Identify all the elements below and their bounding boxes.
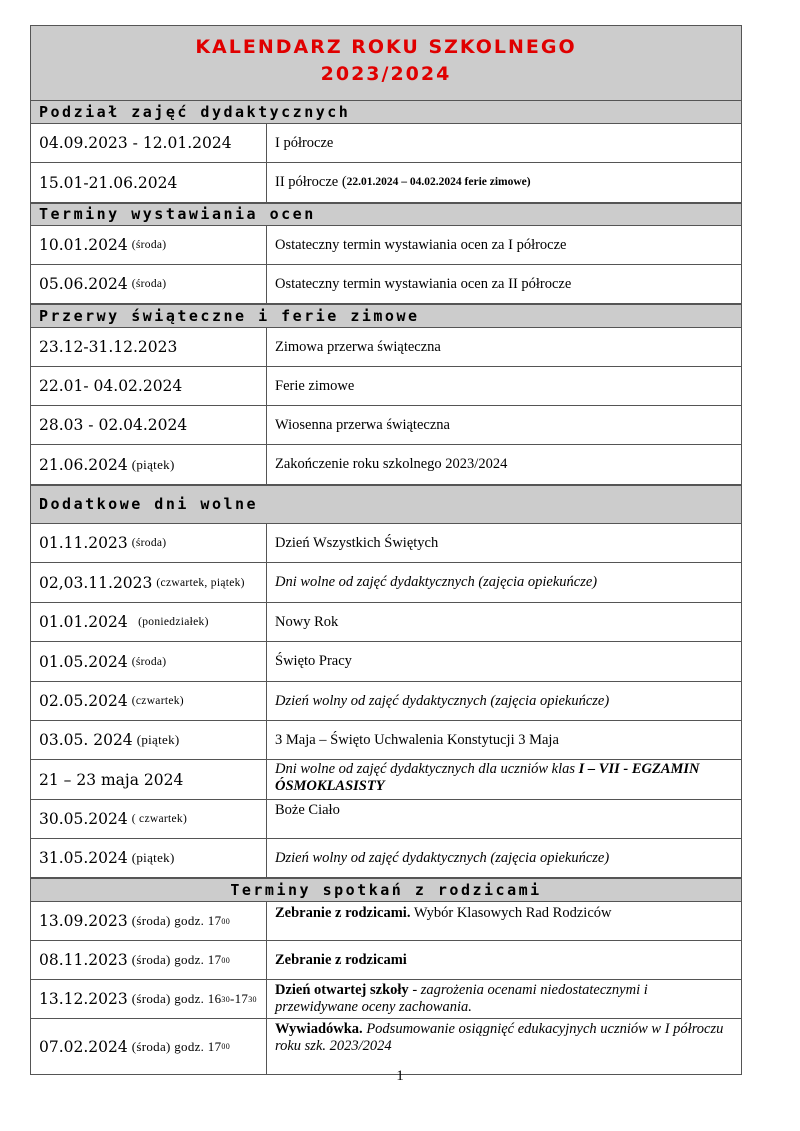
table-row: 31.05.2024 (piątek) Dzień wolny od zajęć dydaktycznych (zajęcia opiekuńcze)	[31, 839, 741, 878]
page-number: 1	[396, 1068, 404, 1084]
table-row: 07.02.2024 (środa) godz. 17 00 Wywiadówka. Podsumowanie osiągnięć edukacyjnych uczniów w I półroczu roku szk. 2023/2024	[31, 1019, 741, 1074]
table-row	[31, 124, 741, 163]
title-header	[31, 26, 741, 101]
section-header-wolne: Dodatkowe dni wolne	[31, 485, 741, 524]
calendar-table	[30, 25, 742, 1075]
table-row: 01.11.2023 (środa) Dzień Wszystkich Świętych	[31, 524, 741, 563]
date-cell: 15.01-21.06.2024	[39, 173, 178, 192]
table-row: 10.01.2024 (środa) Ostateczny termin wystawiania ocen za I półrocze	[31, 226, 741, 265]
table-row: 02,03.11.2023 (czwartek, piątek) Dni wolne od zajęć dydaktycznych (zajęcia opiekuńcze)	[31, 563, 741, 603]
table-row: 08.11.2023 (środa) godz. 17 00 Zebranie z rodzicami	[31, 941, 741, 980]
school-year: 2023/2024	[320, 63, 452, 85]
table-row: 21 – 23 maja 2024 Dni wolne od zajęć dydaktycznych dla uczniów klas I – VII - EGZAMIN ÓSMOKLASISTY	[31, 760, 741, 800]
table-row: 30.05.2024 ( czwartek) Boże Ciało	[31, 800, 741, 839]
table-row: 03.05. 2024 (piątek) 3 Maja – Święto Uchwalenia Konstytucji 3 Maja	[31, 721, 741, 760]
table-row: 13.12.2023 (środa) godz. 16 30 -17 30 Dzień otwartej szkoły - zagrożenia ocenami niedostatecznymi i przewidywane oceny zachowania.	[31, 980, 741, 1019]
desc-cell: I półrocze	[275, 134, 334, 151]
page-title: KALENDARZ ROKU SZKOLNEGO	[195, 36, 577, 58]
desc-cell: II półrocze ( 22.01.2024 – 04.02.2024 ferie zimowe)	[275, 174, 531, 190]
section-header-oceny: Terminy wystawiania ocen	[31, 203, 741, 226]
table-row: 05.06.2024 (środa) Ostateczny termin wystawiania ocen za II półrocze	[31, 265, 741, 304]
table-row: 01.01.2024 (poniedziałek) Nowy Rok	[31, 603, 741, 642]
table-row: 23.12-31.12.2023 Zimowa przerwa świąteczna	[31, 328, 741, 367]
section-header-przerwy: Przerwy świąteczne i ferie zimowe	[31, 304, 741, 328]
date-cell: 04.09.2023 - 12.01.2024	[39, 134, 232, 152]
section-header-spotkania: Terminy spotkań z rodzicami	[31, 878, 741, 902]
section-header-podzial: Podział zajęć dydaktycznych	[31, 101, 741, 124]
table-row: 01.05.2024 (środa) Święto Pracy	[31, 642, 741, 682]
table-row	[31, 163, 741, 203]
table-row: 13.09.2023 (środa) godz. 17 00 Zebranie z rodzicami. Wybór Klasowych Rad Rodziców	[31, 902, 741, 941]
table-row: 02.05.2024 (czwartek) Dzień wolny od zajęć dydaktycznych (zajęcia opiekuńcze)	[31, 682, 741, 721]
table-row: 22.01- 04.02.2024 Ferie zimowe	[31, 367, 741, 406]
table-row: 28.03 - 02.04.2024 Wiosenna przerwa świąteczna	[31, 406, 741, 445]
table-row: 21.06.2024 (piątek) Zakończenie roku szkolnego 2023/2024	[31, 445, 741, 485]
